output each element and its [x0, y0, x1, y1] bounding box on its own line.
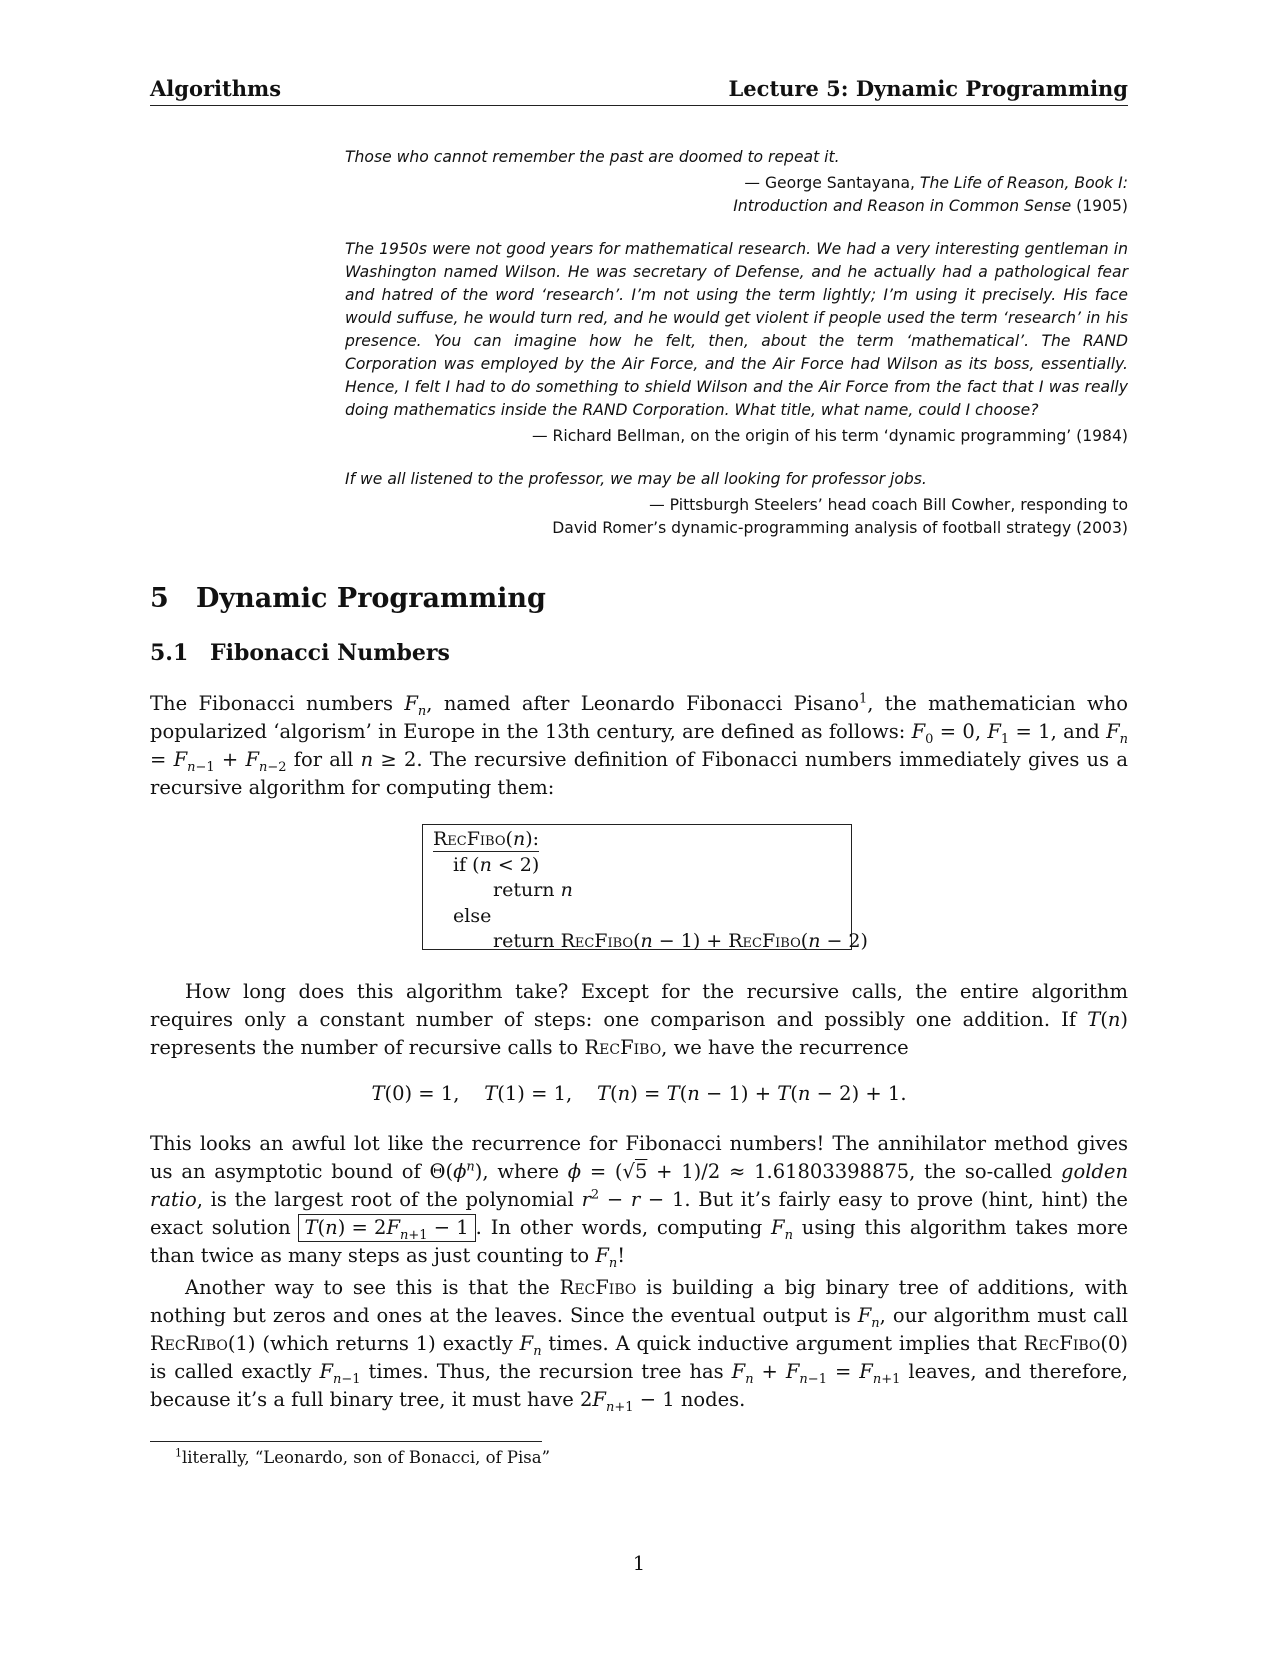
epigraph-attribution: — George Santayana, The Life of Reason, Book I: Introduction and Reason in Common Sense (1905): [733, 174, 1128, 215]
header-right: Lecture 5: Dynamic Programming: [728, 76, 1128, 101]
subsection-number: 5.1: [150, 640, 189, 666]
footnote: $^1$literally, “Leonardo, son of Bonacci, of Pisa”: [175, 1446, 551, 1467]
algorithm-recfibo: [422, 824, 868, 952]
epigraph-quote: The 1950s were not good years for mathematical research. We had a very interesting gentleman in Washington named Wilson. He was secretary of Defense, and he actually had a pathological fear and hatred of the word ‘research’. I’m not using the term lightly; I’m using it precisely. His face would suffuse, he would turn red, and he would get violent if people used the term ‘research’ in his presence. You can imagine how he felt, then, about the term ‘mathematical’. The RAND Corporation was employed by the Air Force, and the Air Force had Wilson as its boss, essentially. Hence, I felt I had to do something to shield Wilson and the Air Force from the fact that I was really doing mathematics inside the RAND Corporation. What title, what name, could I choose?: [345, 240, 1128, 419]
page: [150, 0, 1128, 1656]
footnote-rule: [150, 1441, 542, 1442]
running-header: [150, 76, 1128, 106]
boxed-solution: $T(n) = 2F_{n+1} - 1$: [298, 1214, 476, 1242]
footnote-marker: 1: [858, 691, 868, 707]
epigraph-quote: Those who cannot remember the past are doomed to repeat it.: [345, 148, 840, 166]
epigraph-bellman: [345, 238, 1128, 448]
algorithm-header: RecFibo(n):: [433, 828, 540, 850]
epigraph-attribution: — Richard Bellman, on the origin of his term ‘dynamic programming’ (1984): [532, 427, 1128, 445]
algorithm-line-if: if (n < 2): [453, 853, 540, 876]
paragraph-golden-ratio: This looks an awful lot like the recurrence for Fibonacci numbers! The annihilator method gives us an asymptotic bound of $\Theta(\phi^n)$, where ϕ = (√5 + 1)/2 ≈ 1.61803398875, the so-called golden ratio, is the largest root of the polynomial $r^2 - r - 1$. But it’s fairly easy to prove (hint, hint) the exact solution $T(n) = 2F_{n+1} - 1$ . In other words, computing $F_n$ using this algorithm takes more than twice as many steps as just counting to $F_n$!: [150, 1132, 1129, 1271]
section-number: 5: [150, 583, 169, 614]
algorithm-line-return-rec: return RecFibo(n − 1) + RecFibo(n − 2): [493, 930, 868, 952]
paragraph-running-time: How long does this algorithm take? Except for the recursive calls, the entire algorithm requires only a constant number of steps: one comparison and possibly one addition. If T(n) represents the number of recursive calls to RecFibo, we have the recurrence: [150, 980, 1128, 1059]
header-left: Algorithms: [150, 76, 282, 101]
subsection-name: Fibonacci Numbers: [210, 640, 450, 666]
paragraph-recursion-tree: Another way to see this is that the RecFibo is building a big binary tree of additions, with nothing but zeros and ones at the leaves. Since the eventual output is $F_n$, our algorithm must call RecRibo(1) (which returns 1) exactly $F_n$ times. A quick inductive argument implies that RecFibo(0) is called exactly $F_{n-1}$ times. Thus, the recursion tree has $F_n + F_{n-1} = F_{n+1}$ leaves, and therefore, because it’s a full binary tree, it must have $2F_{n+1} - 1$ nodes.: [150, 1276, 1129, 1415]
recurrence-equation: T(0) = 1, T(1) = 1, T(n) = T(n − 1) + T(n − 2) + 1.: [371, 1082, 907, 1105]
epigraphs: [345, 146, 1128, 560]
algorithm-line-return-n: return n: [493, 879, 573, 901]
page-number: 1: [632, 1552, 646, 1575]
epigraph-attribution: — Pittsburgh Steelers’ head coach Bill Cowher, responding to David Romer’s dynamic-programming analysis of football strategy (2003): [552, 496, 1128, 537]
epigraph-quote: If we all listened to the professor, we may be all looking for professor jobs.: [345, 470, 927, 488]
paragraph-fibonacci-definition: The Fibonacci numbers $F_n$, named after Leonardo Fibonacci Pisano$^1$, the mathematician who popularized ‘algorism’ in Europe in the 13th century, are defined as follows: $F_0 = 0$, $F_1 = 1$, and $F_n = F_{n-1} + F_{n-2}$ for all n ≥ 2. The recursive definition of Fibonacci numbers immediately gives us a recursive algorithm for computing them:: [150, 691, 1129, 799]
epigraph-santayana: [345, 146, 1128, 218]
subsection-title: [150, 640, 450, 666]
algorithm-line-else: else: [453, 904, 492, 927]
section-title: [150, 583, 546, 614]
section-name: Dynamic Programming: [196, 583, 546, 614]
epigraph-cowher: [345, 468, 1128, 540]
